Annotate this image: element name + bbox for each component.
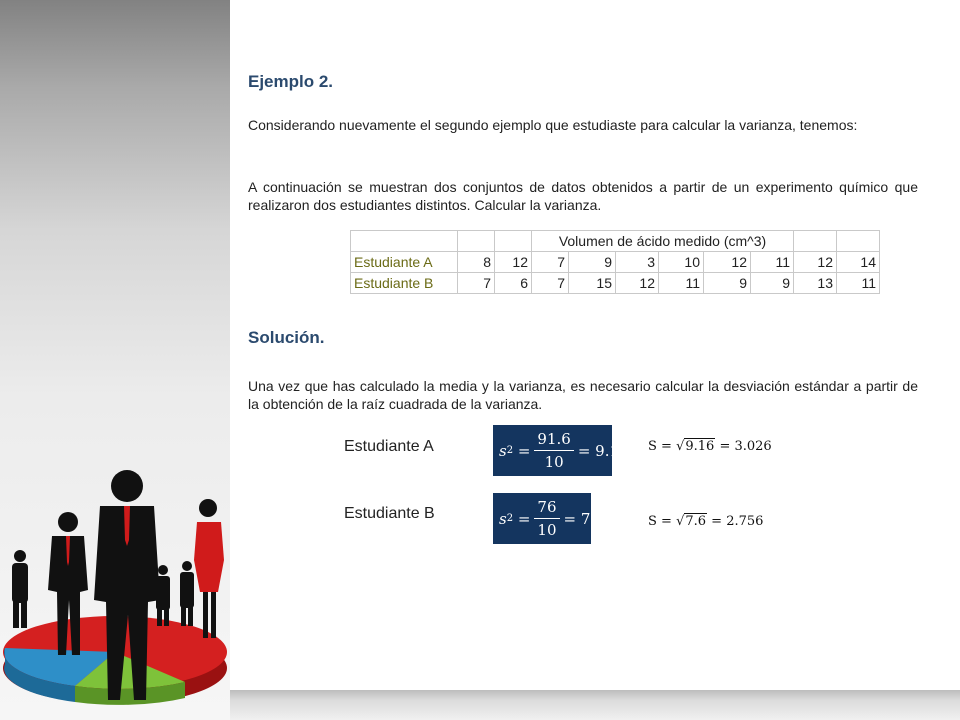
row-label: Estudiante A bbox=[351, 252, 458, 273]
example-title: Ejemplo 2. bbox=[248, 72, 334, 91]
table-cell: 12 bbox=[495, 252, 532, 273]
table-cell: 11 bbox=[659, 273, 704, 294]
table-cell: 9 bbox=[751, 273, 794, 294]
std-dev-b: S = √7.6 = 2.756 bbox=[648, 514, 764, 529]
table-cell: 9 bbox=[569, 252, 616, 273]
student-b-label: Estudiante B bbox=[344, 505, 435, 522]
table-cell: 7 bbox=[458, 273, 495, 294]
table-cell: 7 bbox=[532, 252, 569, 273]
table-cell: 12 bbox=[704, 252, 751, 273]
variance-formula-a: s 2 = $\frac{91.6}{10}$ = 9.16 bbox=[493, 425, 612, 476]
decorative-side-panel bbox=[0, 0, 230, 720]
table-header: Volumen de ácido medido (cm^3) bbox=[532, 231, 794, 252]
table-cell: 13 bbox=[794, 273, 837, 294]
table-cell: 11 bbox=[837, 273, 880, 294]
bottom-bar bbox=[230, 690, 960, 720]
table-cell: 8 bbox=[458, 252, 495, 273]
table-cell: 15 bbox=[569, 273, 616, 294]
table-header-row bbox=[351, 231, 880, 252]
solution-paragraph: Una vez que has calculado la media y la varianza, es necesario calcular la desviación estándar a partir de la obtención de la raíz cuadrada de la varianza. bbox=[248, 378, 918, 412]
std-dev-a: S = √9.16 = 3.026 bbox=[648, 439, 772, 454]
student-a-label: Estudiante A bbox=[344, 438, 434, 455]
solution-title: Solución. bbox=[248, 328, 325, 347]
table-cell: 14 bbox=[837, 252, 880, 273]
table-row bbox=[351, 252, 880, 273]
business-people-illustration bbox=[0, 0, 230, 720]
description-paragraph: A continuación se muestran dos conjuntos de datos obtenidos a partir de un experimento químico que realizaron dos estudiantes distintos. Calcular la varianza. bbox=[248, 179, 918, 213]
table-cell: 3 bbox=[616, 252, 659, 273]
intro-paragraph: Considerando nuevamente el segundo ejemplo que estudiaste para calcular la varianza, tenemos: bbox=[248, 117, 858, 133]
table-row bbox=[351, 273, 880, 294]
data-table bbox=[350, 230, 880, 294]
row-label: Estudiante B bbox=[351, 273, 458, 294]
variance-formula-b: s 2 = $\frac{76}{10}$ = 7.6 bbox=[493, 493, 591, 544]
table-cell: 6 bbox=[495, 273, 532, 294]
table-cell: 12 bbox=[794, 252, 837, 273]
table-cell: 9 bbox=[704, 273, 751, 294]
table-cell: 12 bbox=[616, 273, 659, 294]
table-cell: 10 bbox=[659, 252, 704, 273]
table-cell: 7 bbox=[532, 273, 569, 294]
table-cell: 11 bbox=[751, 252, 794, 273]
